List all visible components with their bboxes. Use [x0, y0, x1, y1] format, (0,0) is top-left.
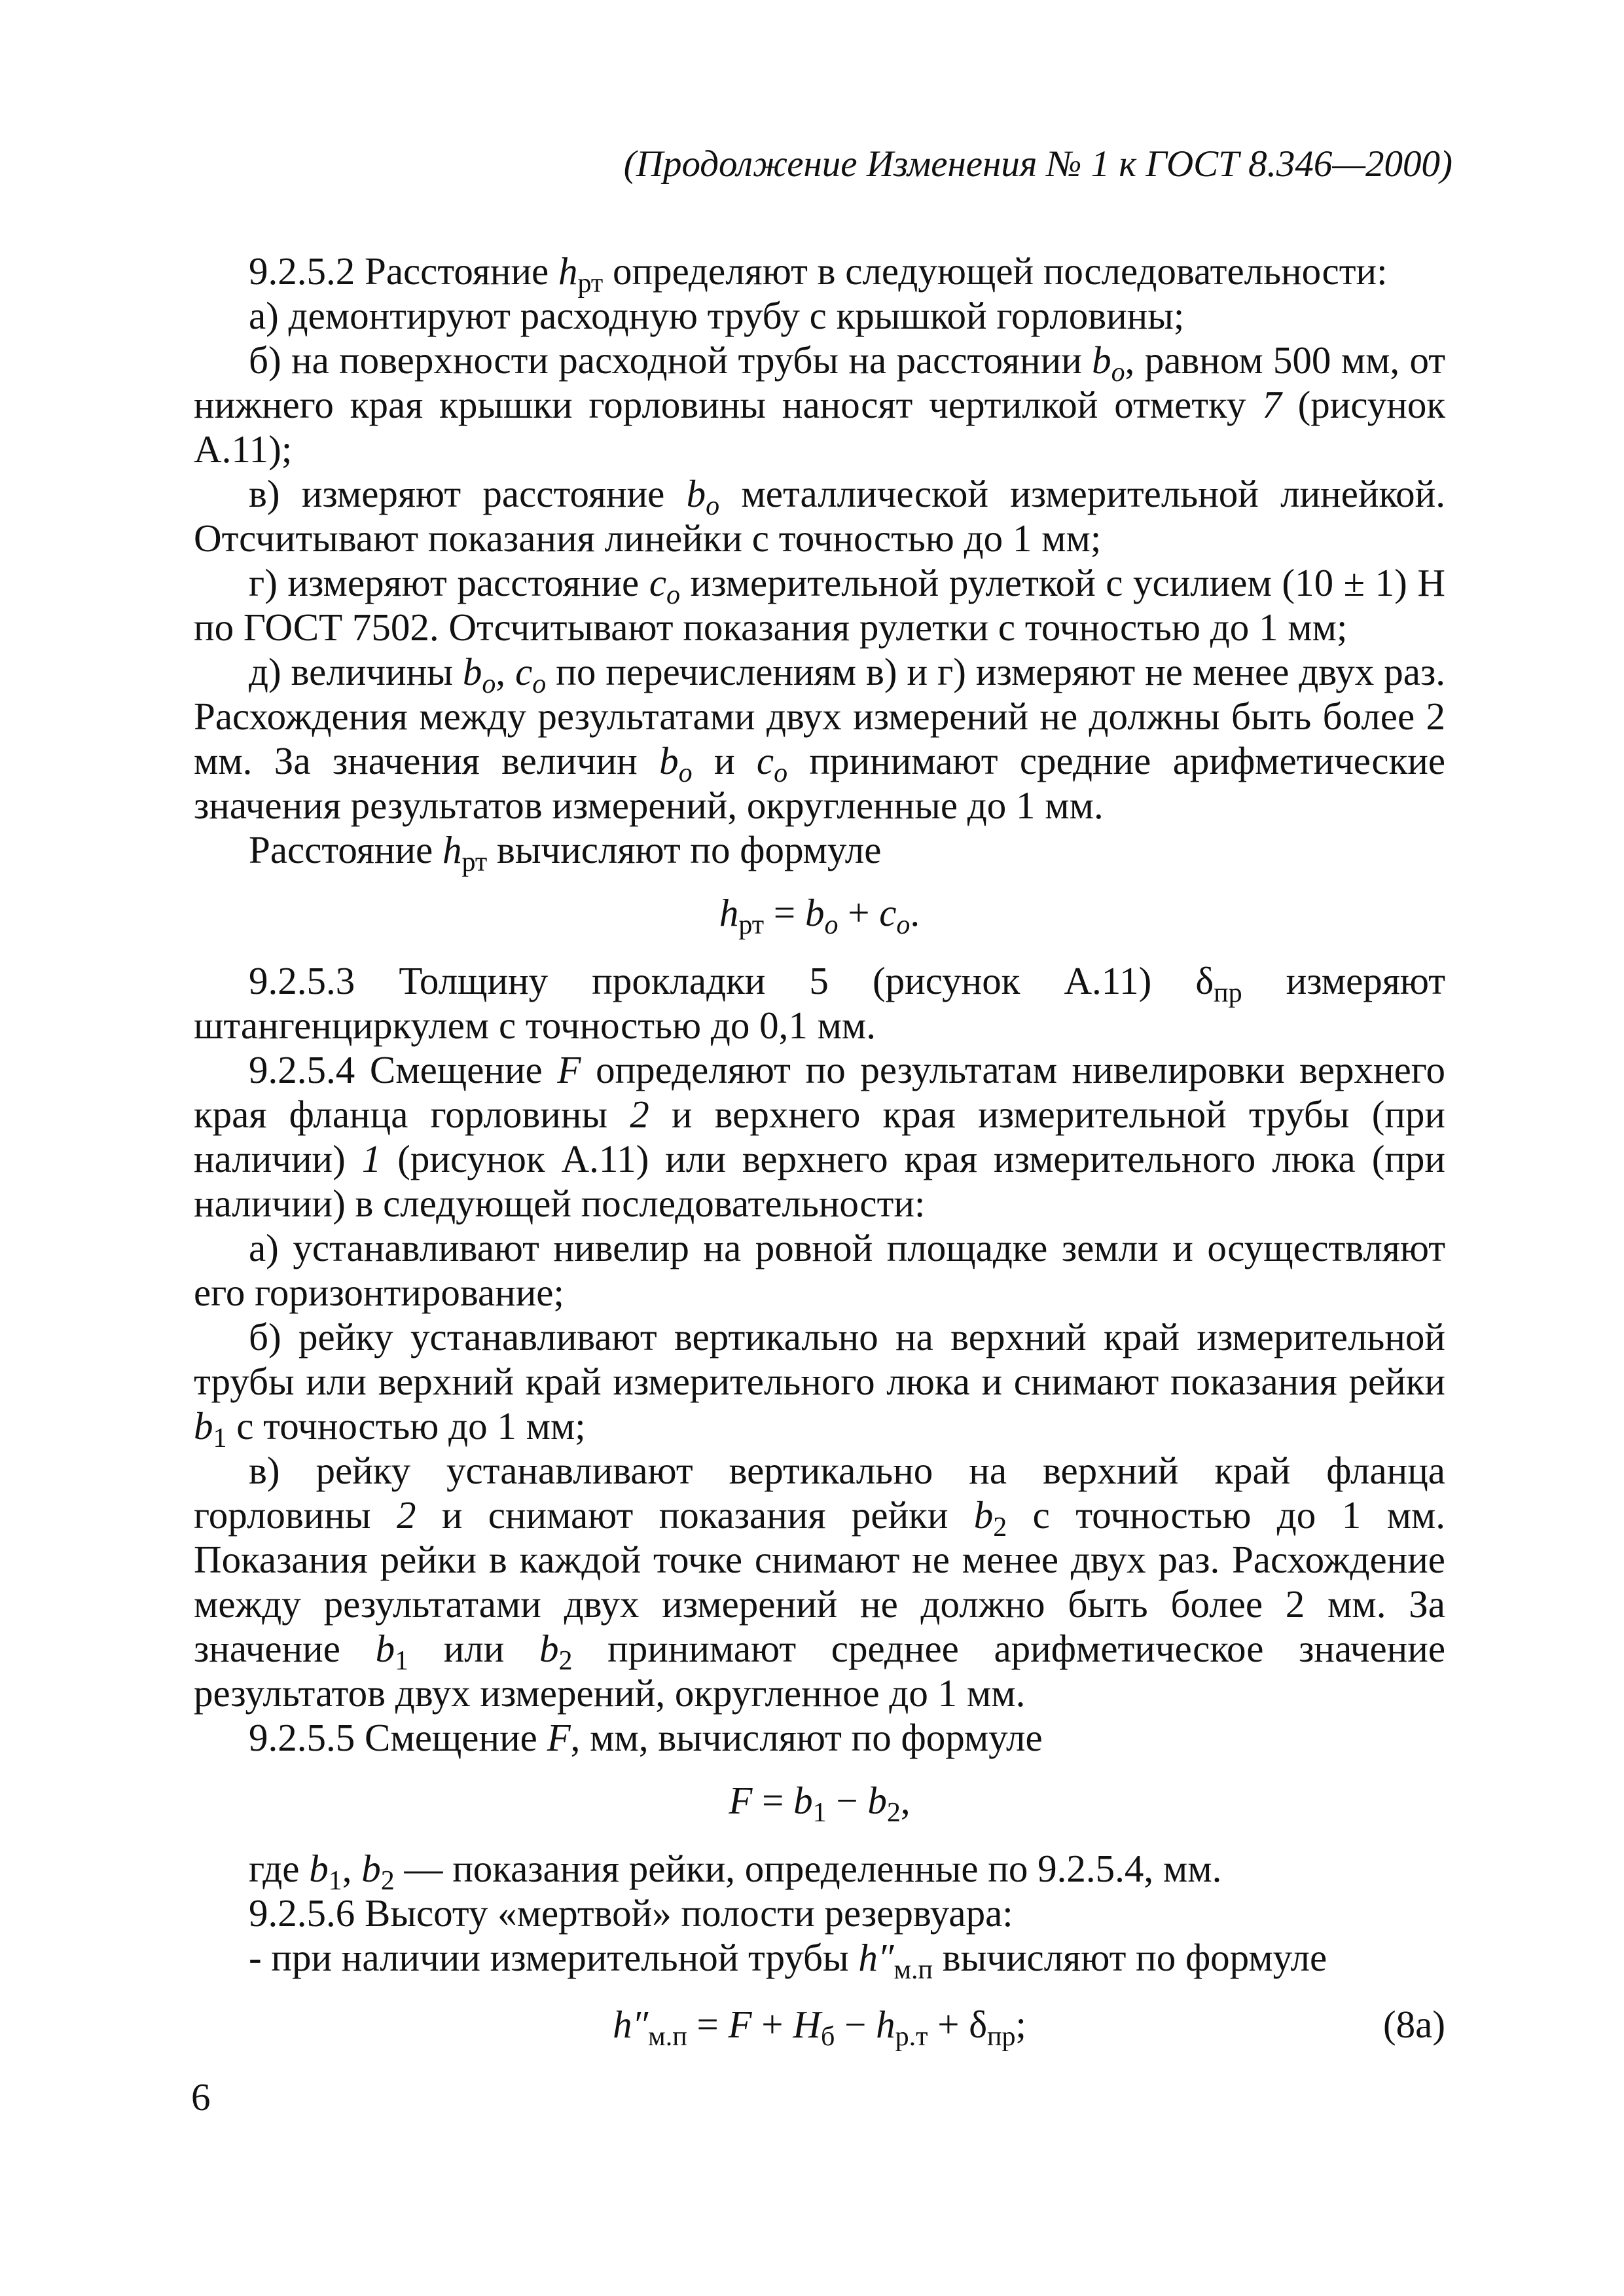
formula-h-rt: $h_{рт} = b_o + c_o$. — [719, 891, 920, 940]
document-body — [194, 249, 1446, 2052]
paragraph-9-2-5-4: 9.2.5.4 Смещение F определяют по результатам нивелировки верхнего края фланца горловины 2 и верхнего края измерительной трубы (при наличии) 1 (рисунок А.11) или верхнего края измерительного люка (при наличии) в следующей последовательности: — [194, 1048, 1446, 1225]
list-item-g: г) измеряют расстояние $c_o$ измерительной рулеткой с усилием (10 ± 1) Н по ГОСТ 7502. Отсчитывают показания рулетки с точностью до 1 мм; — [194, 561, 1445, 649]
list-item-d: д) величины $b_o$, $c_o$ по перечислениям в) и г) измеряют не менее двух раз. Расхождения между результатами двух измерений не должны быть более 2 мм. За значения величин $b_o$ и $c_o$ принимают средние арифметические значения результатов измерений, округленные до 1 мм. — [194, 650, 1446, 827]
paragraph-9-2-5-3: 9.2.5.3 Толщину прокладки 5 (рисунок А.11) $\delta_{пр}$ измеряют штангенциркулем с точностью до 0,1 мм. — [194, 959, 1445, 1047]
list-item-b-staff: б) рейку устанавливают вертикально на верхний край измерительной трубы или верхний край измерительного люка и снимают показания рейки $b_1$ с точностью до 1 мм; — [194, 1315, 1445, 1453]
list-item-v: в) измеряют расстояние $b_o$ металлической измерительной линейкой. Отсчитывают показания линейки с точностью до 1 мм; — [194, 472, 1445, 560]
paragraph-where: где $b_1$, $b_2$ — показания рейки, определенные по 9.2.5.4, мм. — [249, 1847, 1222, 1896]
paragraph-distance-formula-intro: Расстояние $h_{рт}$ вычисляют по формуле — [249, 828, 882, 877]
list-item-a-level: а) устанавливают нивелир на ровной площадке земли и осуществляют его горизонтирование; — [194, 1226, 1445, 1314]
equation-number: (8а) — [1383, 2003, 1445, 2046]
list-item-a: а) демонтируют расходную трубу с крышкой горловины; — [249, 294, 1185, 337]
paragraph-9-2-5-5: 9.2.5.5 Смещение F, мм, вычисляют по формуле — [249, 1716, 1043, 1759]
formula-8a: $h''_{м.п} = F + H_б - h_{р.т} + \delta_{пр}$; (8а) — [613, 2003, 1445, 2052]
page-number: 6 — [191, 2075, 211, 2119]
formula-offset-f: $F = b_1 - b_2$, — [729, 1779, 911, 1828]
paragraph-9-2-5-2: 9.2.5.2 Расстояние $h_{рт}$ определяют в следующей последовательности: — [249, 249, 1388, 299]
paragraph-9-2-5-6: 9.2.5.6 Высоту «мертвой» полости резервуара: — [249, 1891, 1013, 1935]
page-header: (Продолжение Изменения № 1 к ГОСТ 8.346—2000) — [623, 143, 1453, 185]
list-item-v-staff: в) рейку устанавливают вертикально на верхний край фланца горловины 2 и снимают показания рейки $b_2$ с точностью до 1 мм. Показания рейки в каждой точке снимают не менее двух раз. Расхождение между результатами двух измерений не должно быть более 2 мм. За значение $b_1$ или $b_2$ принимают среднее арифметическое значение результатов двух измерений, округленное до 1 мм. — [194, 1449, 1446, 1715]
list-item-b: б) на поверхности расходной трубы на расстоянии $b_o$, равном 500 мм, от нижнего края крышки горловины наносят чертилкой отметку 7 (рисунок А.11); — [194, 338, 1445, 471]
paragraph-dead-space-formula-intro: - при наличии измерительной трубы $h''_{м.п}$ вычисляют по формуле — [249, 1936, 1327, 1985]
